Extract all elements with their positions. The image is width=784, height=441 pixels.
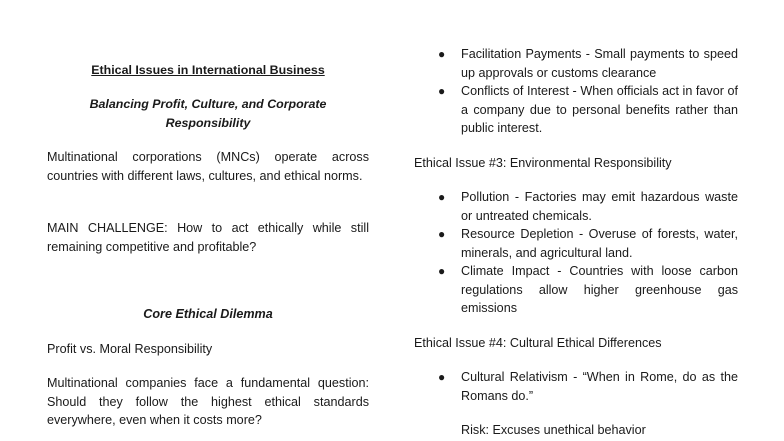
list-item-text: Facilitation Payments - Small payments to speed up approvals or customs clearance (461, 47, 738, 80)
issue3-bullet-list (414, 188, 738, 318)
list-item (414, 45, 738, 82)
bullet-icon: ● (438, 370, 446, 384)
bribery-bullet-list (414, 45, 738, 138)
dilemma-subheading: Profit vs. Moral Responsibility (47, 342, 213, 356)
dilemma-paragraph: Multinational companies face a fundamental question: Should they follow the highest ethical standards everywhere, even when it costs more? (47, 376, 369, 427)
bullet-icon: ● (438, 84, 446, 98)
bullet-icon: ● (438, 227, 446, 241)
risk-note: Risk: Excuses unethical behavior (461, 423, 646, 437)
list-item-text: Climate Impact - Countries with loose carbon regulations allow higher greenhouse gas emissions (461, 264, 738, 315)
dilemma-heading: Core Ethical Dilemma (143, 307, 273, 321)
intro-paragraph: Multinational corporations (MNCs) operate across countries with different laws, cultures, and ethical norms. (47, 150, 369, 183)
list-item-text: Conflicts of Interest - When officials act in favor of a company due to personal benefits rather than public interest. (461, 84, 738, 135)
list-item-text: Resource Depletion - Overuse of forests, water, minerals, and agricultural land. (461, 227, 738, 260)
list-item (414, 188, 738, 225)
bullet-icon: ● (438, 264, 446, 278)
list-item (414, 368, 738, 405)
document-title: Ethical Issues in International Business (91, 63, 325, 77)
list-item (414, 262, 738, 318)
bullet-icon: ● (438, 190, 446, 204)
document-subtitle: Balancing Profit, Culture, and Corporate Responsibility (89, 97, 327, 130)
list-item (414, 225, 738, 262)
bullet-icon: ● (438, 47, 446, 61)
list-item-text: Cultural Relativism - “When in Rome, do as the Romans do.” (461, 370, 738, 403)
list-item (414, 82, 738, 138)
main-challenge-paragraph: MAIN CHALLENGE: How to act ethically while still remaining competitive and profitable? (47, 221, 369, 254)
list-item-text: Pollution - Factories may emit hazardous waste or untreated chemicals. (461, 190, 738, 223)
issue4-bullet-list (414, 368, 738, 405)
issue4-heading: Ethical Issue #4: Cultural Ethical Differences (414, 336, 662, 350)
issue3-heading: Ethical Issue #3: Environmental Responsibility (414, 156, 672, 170)
